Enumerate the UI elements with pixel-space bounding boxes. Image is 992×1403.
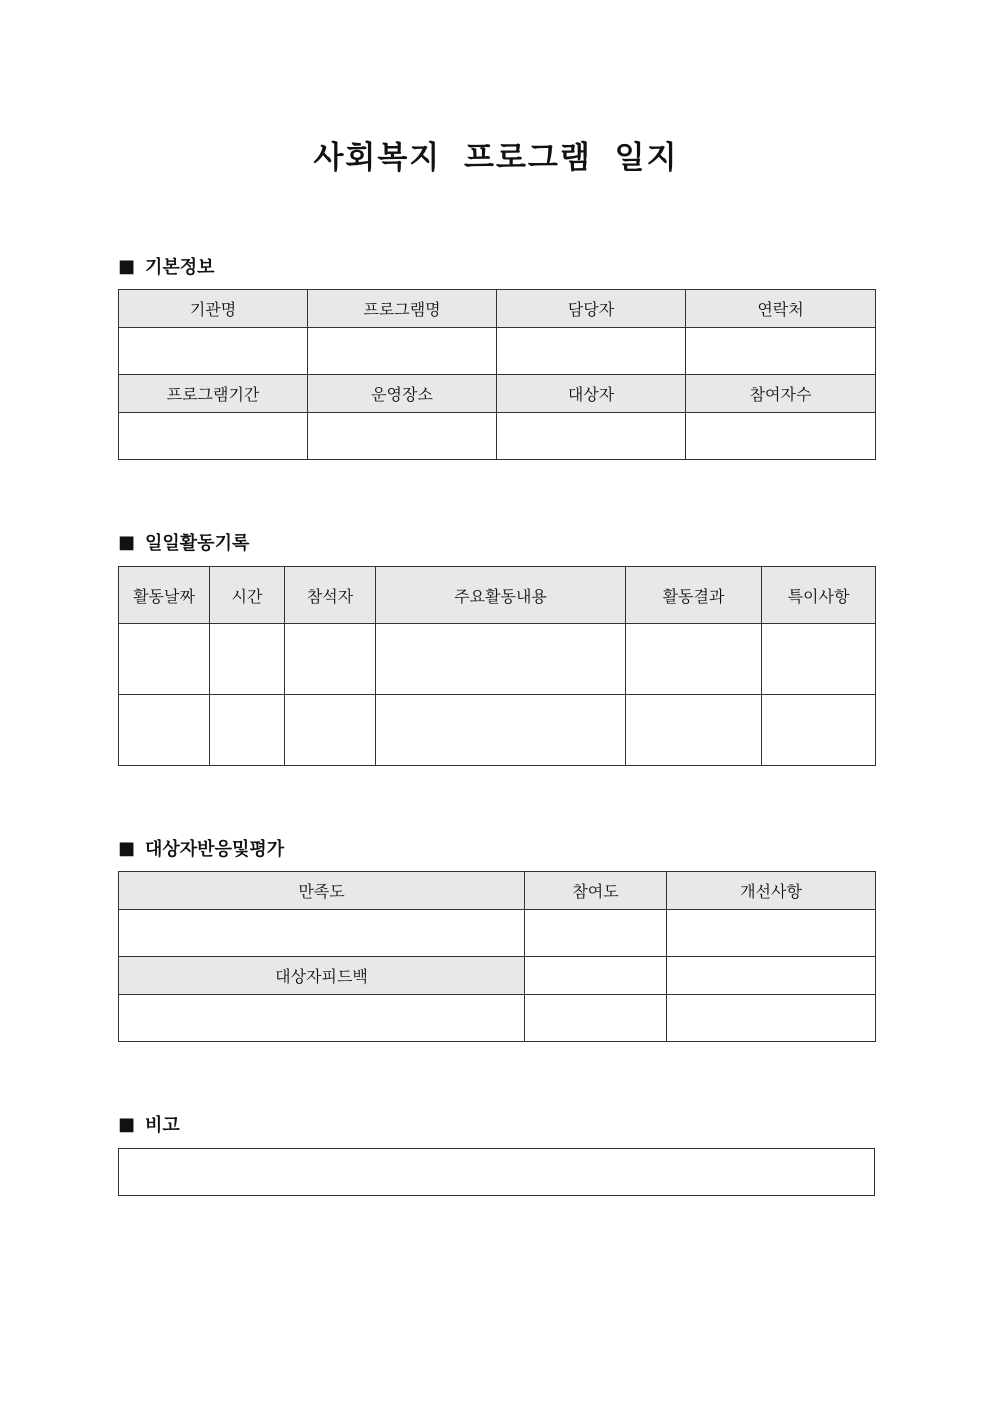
- section-heading-basic: [118, 253, 215, 279]
- header-cell-activity-result: 활동결과: [626, 567, 762, 624]
- header-cell-program-name: 프로그램명: [308, 290, 497, 328]
- input-cell-org-name[interactable]: [119, 328, 308, 375]
- input-cell[interactable]: [667, 957, 876, 995]
- square-bullet-icon: ■: [118, 837, 136, 859]
- section-heading-label: 비고: [145, 1115, 180, 1136]
- input-cell-feedback[interactable]: [119, 995, 525, 1042]
- header-cell-satisfaction: 만족도: [119, 872, 525, 910]
- table-row: [119, 695, 876, 766]
- input-cell[interactable]: [762, 624, 876, 695]
- input-cell[interactable]: [119, 624, 210, 695]
- input-cell[interactable]: [626, 695, 762, 766]
- input-cell-satisfaction[interactable]: [119, 910, 525, 957]
- input-cell[interactable]: [285, 624, 376, 695]
- input-cell[interactable]: [210, 624, 285, 695]
- header-cell-venue: 운영장소: [308, 375, 497, 413]
- section-heading-label: 일일활동기록: [145, 533, 250, 554]
- section-heading-daily: [118, 529, 249, 555]
- square-bullet-icon: ■: [118, 255, 136, 277]
- input-cell-program-period[interactable]: [119, 413, 308, 460]
- header-cell-main-activity: 주요활동내용: [376, 567, 626, 624]
- input-cell-participation[interactable]: [525, 910, 667, 957]
- input-cell[interactable]: [525, 957, 667, 995]
- square-bullet-icon: ■: [118, 531, 136, 553]
- input-cell[interactable]: [525, 995, 667, 1042]
- header-cell-time: 시간: [210, 567, 285, 624]
- input-cell-manager[interactable]: [497, 328, 686, 375]
- input-cell-participant-count[interactable]: [686, 413, 876, 460]
- input-cell[interactable]: [285, 695, 376, 766]
- header-cell-activity-date: 활동날짜: [119, 567, 210, 624]
- header-cell-program-period: 프로그램기간: [119, 375, 308, 413]
- section-heading-remarks: [118, 1111, 180, 1137]
- input-cell-contact[interactable]: [686, 328, 876, 375]
- header-cell-manager: 담당자: [497, 290, 686, 328]
- input-cell[interactable]: [376, 695, 626, 766]
- header-cell-org-name: 기관명: [119, 290, 308, 328]
- table-row: [119, 624, 876, 695]
- page-title: 사회복지 프로그램 일지: [313, 140, 679, 176]
- header-cell-improvements: 개선사항: [667, 872, 876, 910]
- header-cell-contact: 연락처: [686, 290, 876, 328]
- input-cell[interactable]: [376, 624, 626, 695]
- input-cell-venue[interactable]: [308, 413, 497, 460]
- header-cell-attendees: 참석자: [285, 567, 376, 624]
- remarks-input-box[interactable]: [118, 1148, 875, 1196]
- square-bullet-icon: ■: [118, 1113, 136, 1135]
- header-cell-target: 대상자: [497, 375, 686, 413]
- section-heading-label: 대상자반응및평가: [145, 839, 285, 860]
- input-cell[interactable]: [667, 995, 876, 1042]
- input-cell[interactable]: [119, 695, 210, 766]
- basic-info-table: [118, 289, 876, 460]
- input-cell[interactable]: [626, 624, 762, 695]
- header-cell-feedback: 대상자피드백: [119, 957, 525, 995]
- header-cell-special-notes: 특이사항: [762, 567, 876, 624]
- input-cell-program-name[interactable]: [308, 328, 497, 375]
- section-heading-label: 기본정보: [145, 257, 215, 278]
- header-cell-participant-count: 참여자수: [686, 375, 876, 413]
- input-cell[interactable]: [210, 695, 285, 766]
- section-heading-evaluation: [118, 835, 284, 861]
- input-cell[interactable]: [762, 695, 876, 766]
- daily-activity-table: [118, 566, 876, 766]
- header-cell-participation: 참여도: [525, 872, 667, 910]
- evaluation-table: [118, 871, 876, 1042]
- input-cell-target[interactable]: [497, 413, 686, 460]
- input-cell-improvements[interactable]: [667, 910, 876, 957]
